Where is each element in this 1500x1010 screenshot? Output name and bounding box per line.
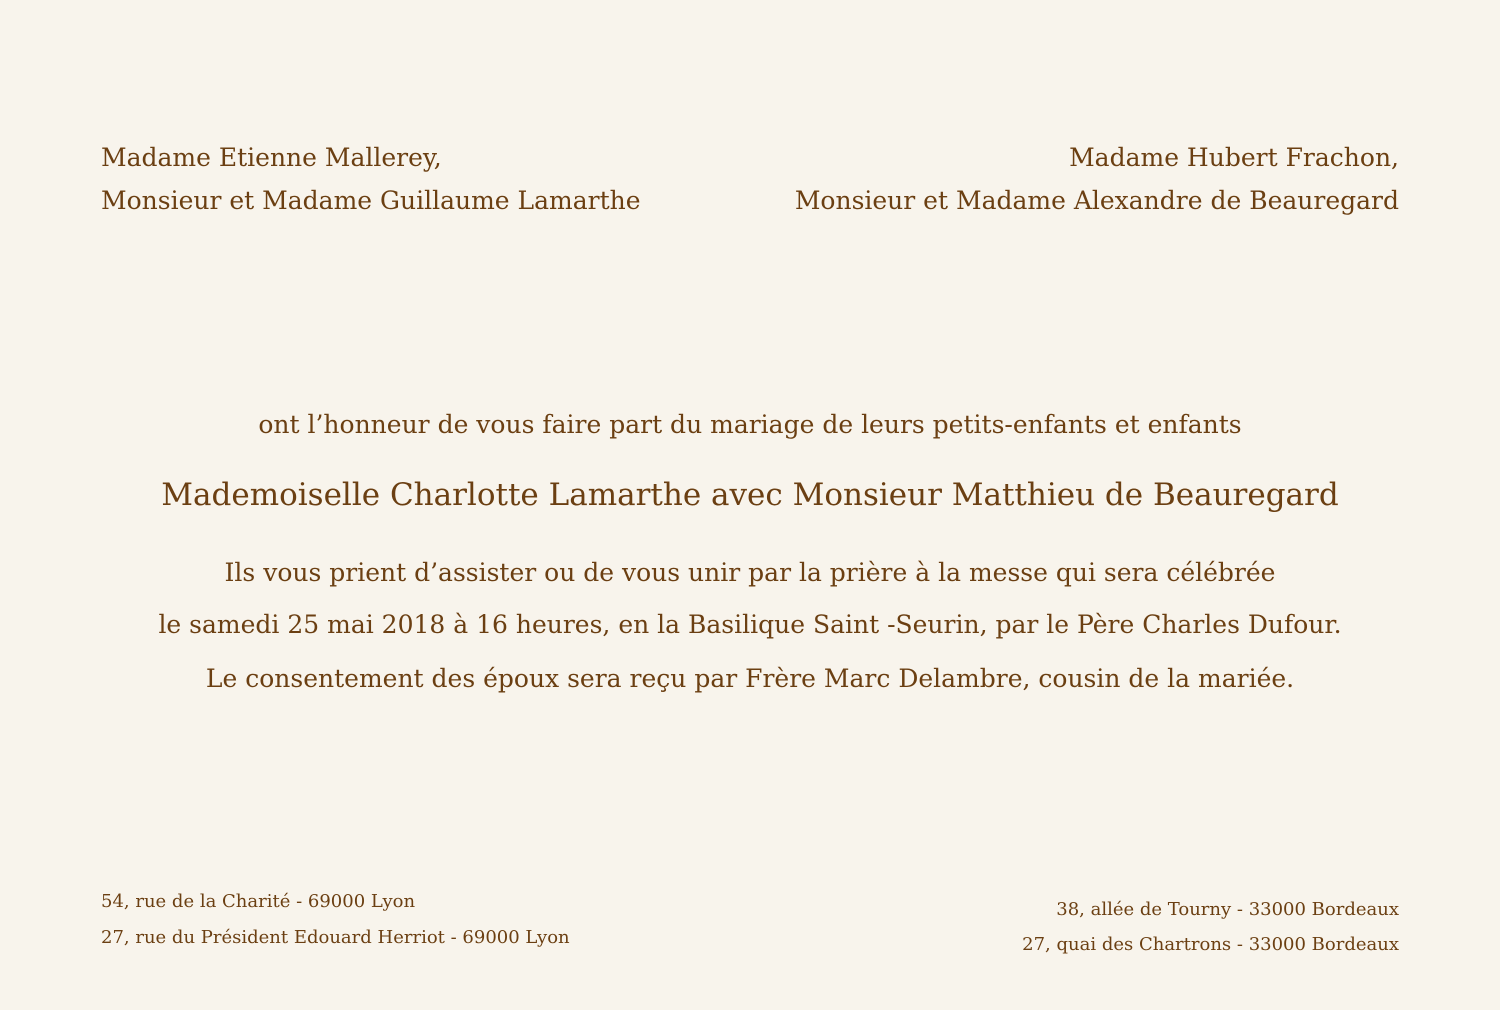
couple-names: Mademoiselle Charlotte Lamarthe avec Monsieur Matthieu de Beauregard (161, 477, 1339, 513)
left-address-line-1: 54, rue de la Charité - 69000 Lyon (101, 891, 416, 912)
left-address-line-2: 27, rue du Président Edouard Herriot - 69000 Lyon (101, 927, 570, 948)
left-family-line-2: Monsieur et Madame Guillaume Lamarthe (101, 186, 641, 215)
announcement-intro: ont l’honneur de vous faire part du mariage de leurs petits-enfants et enfants (258, 410, 1242, 439)
right-address-line-1: 38, allée de Tourny - 33000 Bordeaux (1056, 899, 1399, 920)
left-family-line-1: Madame Etienne Mallerey, (101, 143, 442, 172)
right-family-line-2: Monsieur et Madame Alexandre de Beauregard (794, 186, 1399, 215)
ceremony-line-1: Ils vous prient d’assister ou de vous unir par la prière à la messe qui sera célébrée (224, 558, 1276, 587)
right-family-line-1: Madame Hubert Frachon, (1069, 143, 1399, 172)
ceremony-line-3: Le consentement des époux sera reçu par Frère Marc Delambre, cousin de la mariée. (205, 664, 1295, 693)
right-address-line-2: 27, quai des Chartrons - 33000 Bordeaux (1022, 934, 1399, 955)
ceremony-line-2: le samedi 25 mai 2018 à 16 heures, en la Basilique Saint -Seurin, par le Père Charles Dufour. (158, 610, 1342, 639)
